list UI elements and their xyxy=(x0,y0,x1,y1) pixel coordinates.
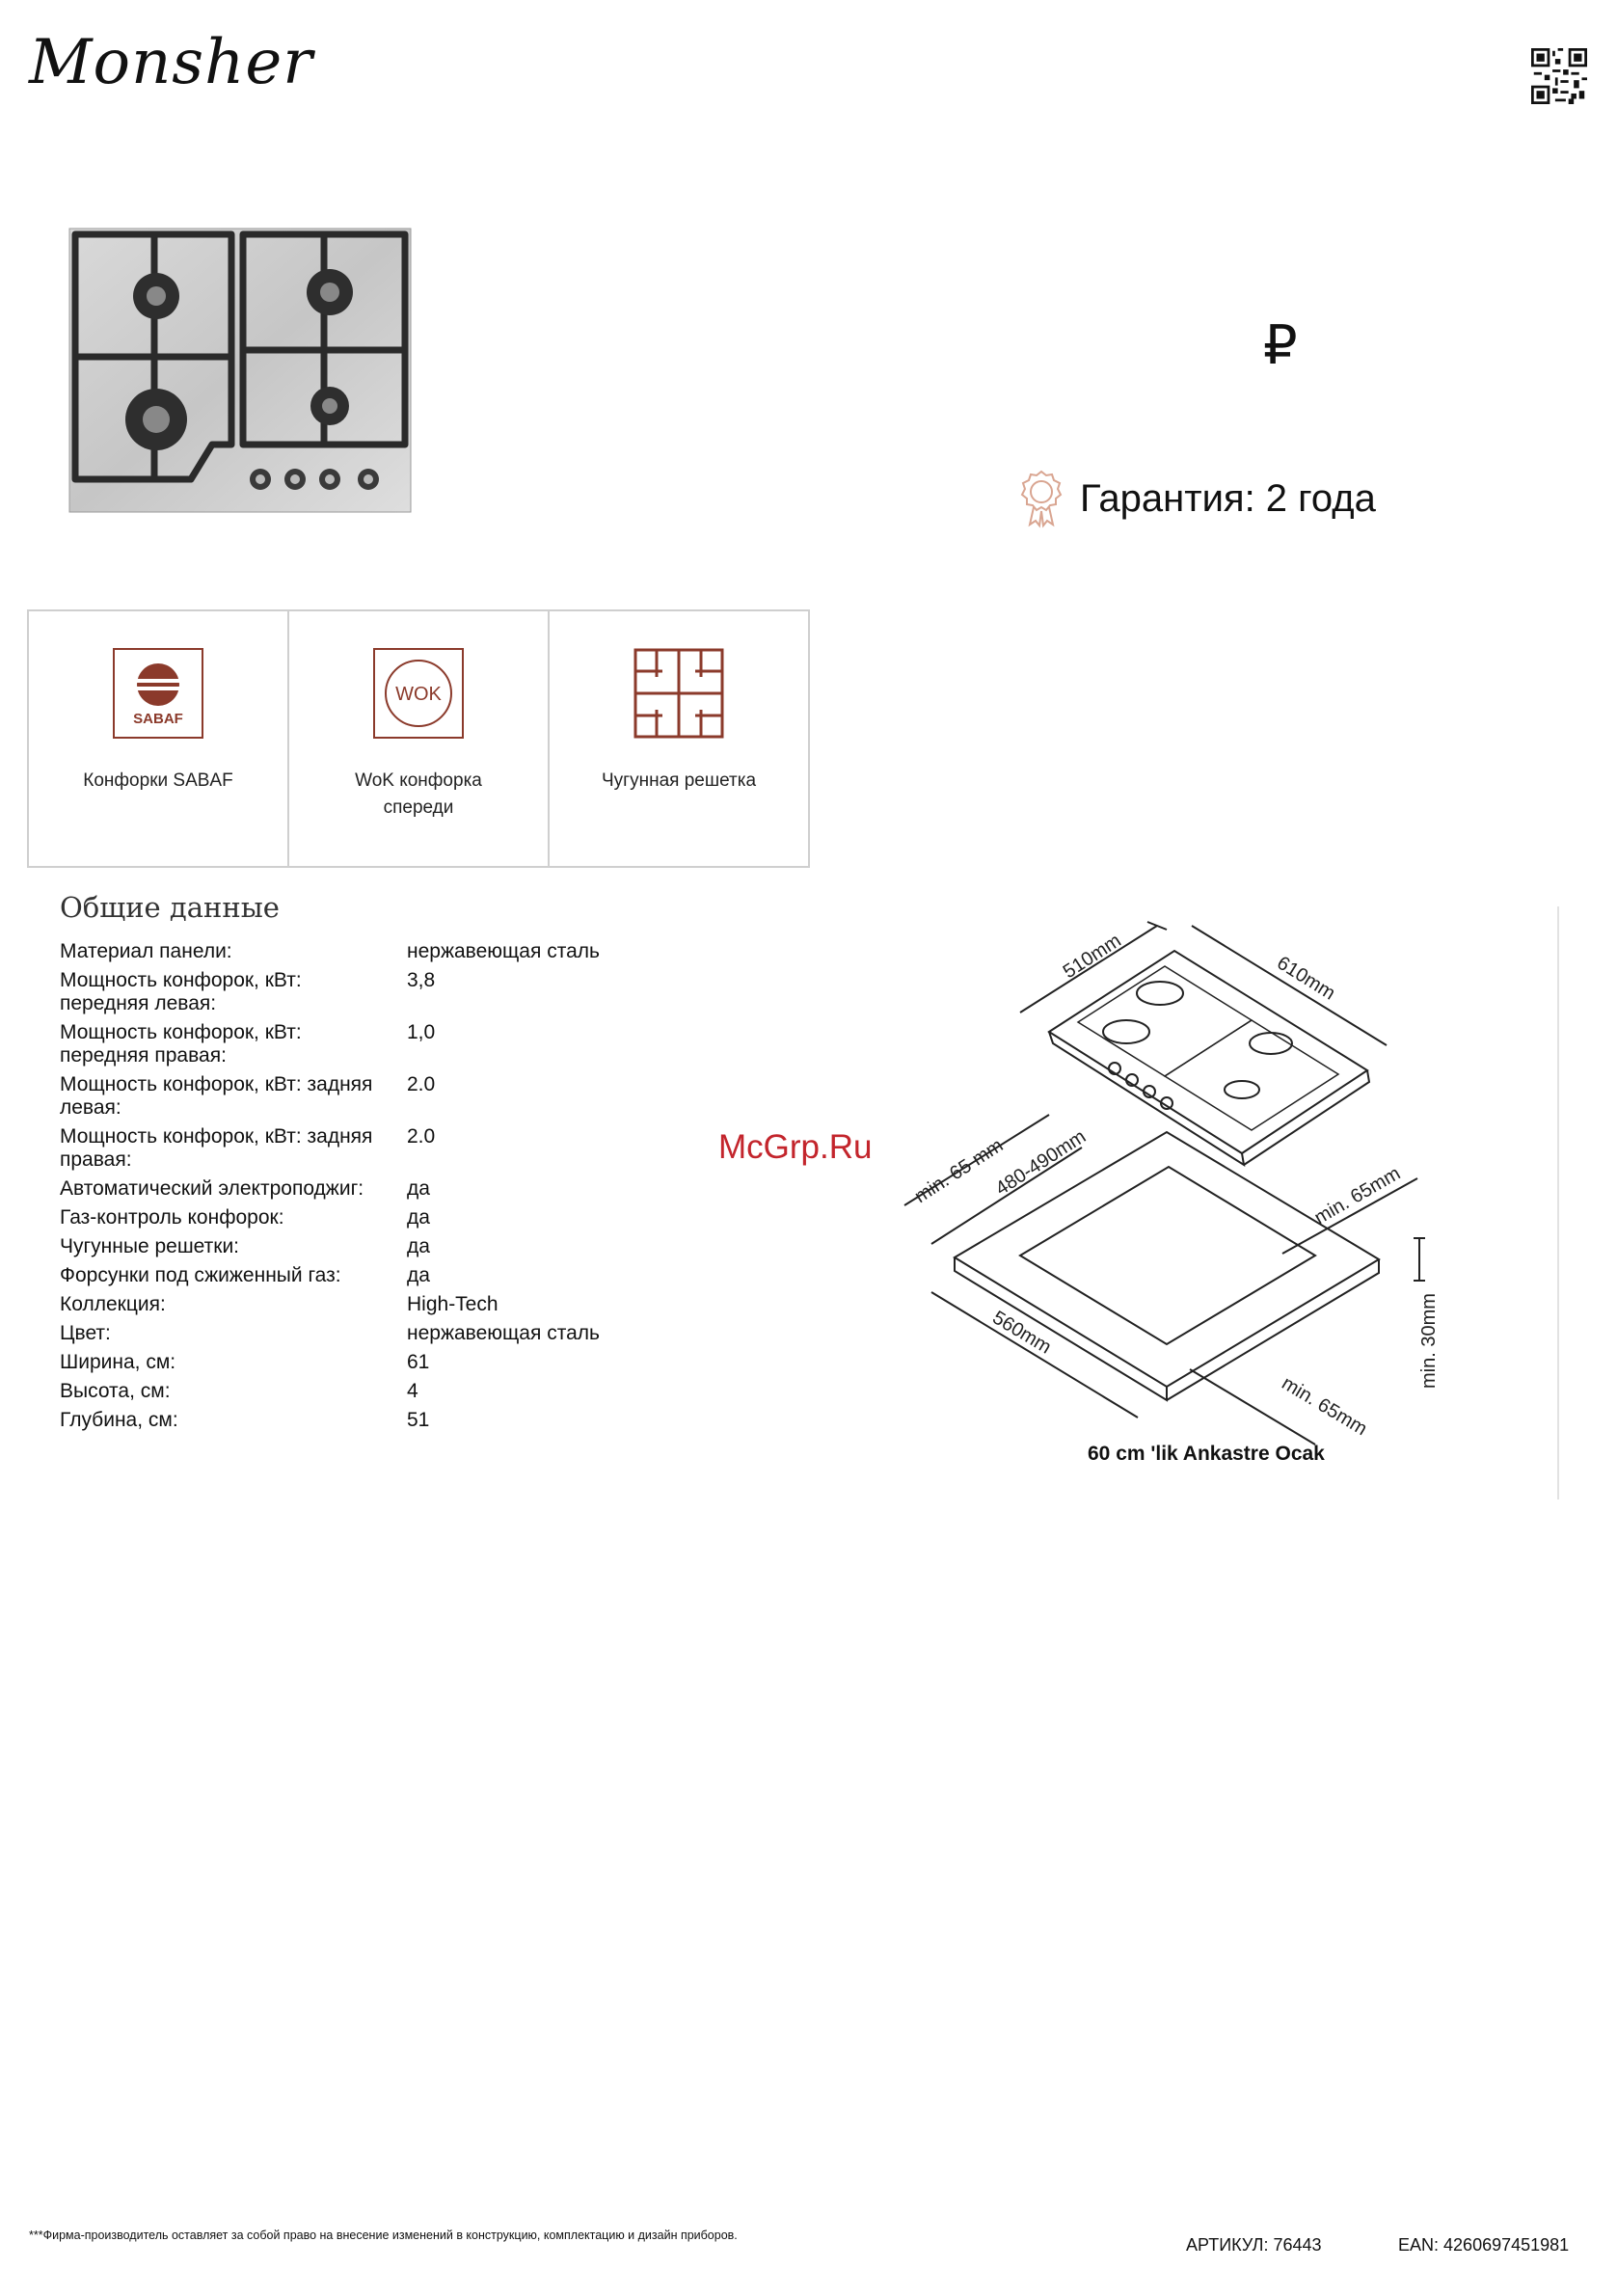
brand-logo: Monsher xyxy=(29,27,313,98)
cast-iron-grate-icon xyxy=(633,648,724,739)
spec-key: Газ-контроль конфорок: xyxy=(60,1206,284,1229)
feature-wok xyxy=(289,611,550,866)
spec-key: Мощность конфорок, кВт: задняя правая: xyxy=(60,1125,373,1171)
table-row xyxy=(60,1264,638,1293)
spec-key: Ширина, см: xyxy=(60,1351,176,1373)
feature-label: Конфорки SABAF xyxy=(83,770,233,791)
divider xyxy=(1557,906,1559,1499)
table-row xyxy=(60,1380,638,1409)
article-number xyxy=(1186,2235,1322,2255)
dim-560: 560mm xyxy=(988,1307,1055,1359)
spec-value: нержавеющая сталь xyxy=(407,1322,600,1344)
spec-value: 61 xyxy=(407,1351,430,1373)
spec-key: Материал панели: xyxy=(60,940,232,962)
table-row xyxy=(60,1125,638,1177)
spec-value: High-Tech xyxy=(407,1293,499,1315)
spec-key: Мощность конфорок, кВт: передняя правая: xyxy=(60,1021,302,1067)
diagram-caption: 60 cm 'lik Ankastre Ocak xyxy=(1088,1443,1325,1465)
ean-code xyxy=(1398,2235,1569,2255)
table-row xyxy=(60,1409,638,1438)
specs-table xyxy=(60,940,638,1438)
price-currency: ₽ xyxy=(1263,314,1298,375)
feature-label: Чугунная решетка xyxy=(601,770,757,791)
dim-610: 610mm xyxy=(1273,952,1339,1005)
footnote: ***Фирма-производитель оставляет за собой право на внесение изменений в конструкцию, комплектацию и дизайн приборов. xyxy=(29,2228,738,2242)
spec-key: Глубина, см: xyxy=(60,1409,178,1431)
table-row xyxy=(60,969,638,1021)
dim-480-490: 480-490mm xyxy=(991,1125,1091,1201)
feature-list xyxy=(27,609,810,868)
warranty-text: Гарантия: 2 года xyxy=(1080,476,1376,520)
qr-code-icon xyxy=(1531,48,1587,104)
spec-value: 2.0 xyxy=(407,1073,436,1095)
spec-value: 3,8 xyxy=(407,969,436,991)
spec-key: Форсунки под сжиженный газ: xyxy=(60,1264,341,1286)
spec-value: да xyxy=(407,1206,430,1229)
spec-key: Чугунные решетки: xyxy=(60,1235,240,1257)
spec-key: Мощность конфорок, кВт: задняя левая: xyxy=(60,1073,373,1119)
spec-value: да xyxy=(407,1235,430,1257)
spec-value: да xyxy=(407,1177,430,1200)
feature-label: WoK конфорка спереди xyxy=(355,770,482,818)
spec-key: Автоматический электроподжиг: xyxy=(60,1177,364,1200)
specs-title: Общие данные xyxy=(60,891,280,924)
dim-min65-right: min. 65mm xyxy=(1310,1162,1405,1229)
table-row xyxy=(60,1322,638,1351)
warranty-badge-icon xyxy=(1018,469,1065,528)
spec-key: Мощность конфорок, кВт: передняя левая: xyxy=(60,969,302,1014)
product-image xyxy=(67,227,413,514)
ean-value: 4260697451981 xyxy=(1443,2235,1570,2255)
feature-cast-iron xyxy=(550,611,808,866)
watermark: McGrp.Ru xyxy=(718,1128,873,1166)
spec-value: 51 xyxy=(407,1409,430,1431)
warranty xyxy=(1018,469,1376,528)
dim-510: 510mm xyxy=(1059,930,1125,984)
sabaf-logo-text: SABAF xyxy=(133,711,183,727)
sabaf-logo-icon xyxy=(113,648,203,739)
spec-value: 4 xyxy=(407,1380,418,1402)
spec-key: Коллекция: xyxy=(60,1293,166,1315)
table-row xyxy=(60,940,638,969)
wok-icon-text: WOK xyxy=(395,684,442,705)
spec-value: 2.0 xyxy=(407,1125,436,1148)
installation-diagram xyxy=(885,916,1454,1456)
table-row xyxy=(60,1206,638,1235)
table-row xyxy=(60,1235,638,1264)
table-row xyxy=(60,1293,638,1322)
ean-label: EAN: xyxy=(1398,2235,1440,2255)
spec-value: 1,0 xyxy=(407,1021,436,1043)
article-value: 76443 xyxy=(1273,2235,1322,2255)
spec-key: Цвет: xyxy=(60,1322,111,1344)
spec-value: да xyxy=(407,1264,430,1286)
table-row xyxy=(60,1177,638,1206)
wok-icon xyxy=(373,648,464,739)
dim-min65-bottom: min. 65mm xyxy=(1278,1372,1371,1441)
spec-key: Высота, см: xyxy=(60,1380,171,1402)
dim-min30: min. 30mm xyxy=(1418,1293,1440,1389)
table-row xyxy=(60,1021,638,1073)
feature-sabaf xyxy=(29,611,289,866)
spec-value: нержавеющая сталь xyxy=(407,940,600,962)
dim-min65-left: min. 65 mm xyxy=(910,1134,1008,1208)
table-row xyxy=(60,1351,638,1380)
article-label: АРТИКУЛ: xyxy=(1186,2235,1269,2255)
table-row xyxy=(60,1073,638,1125)
